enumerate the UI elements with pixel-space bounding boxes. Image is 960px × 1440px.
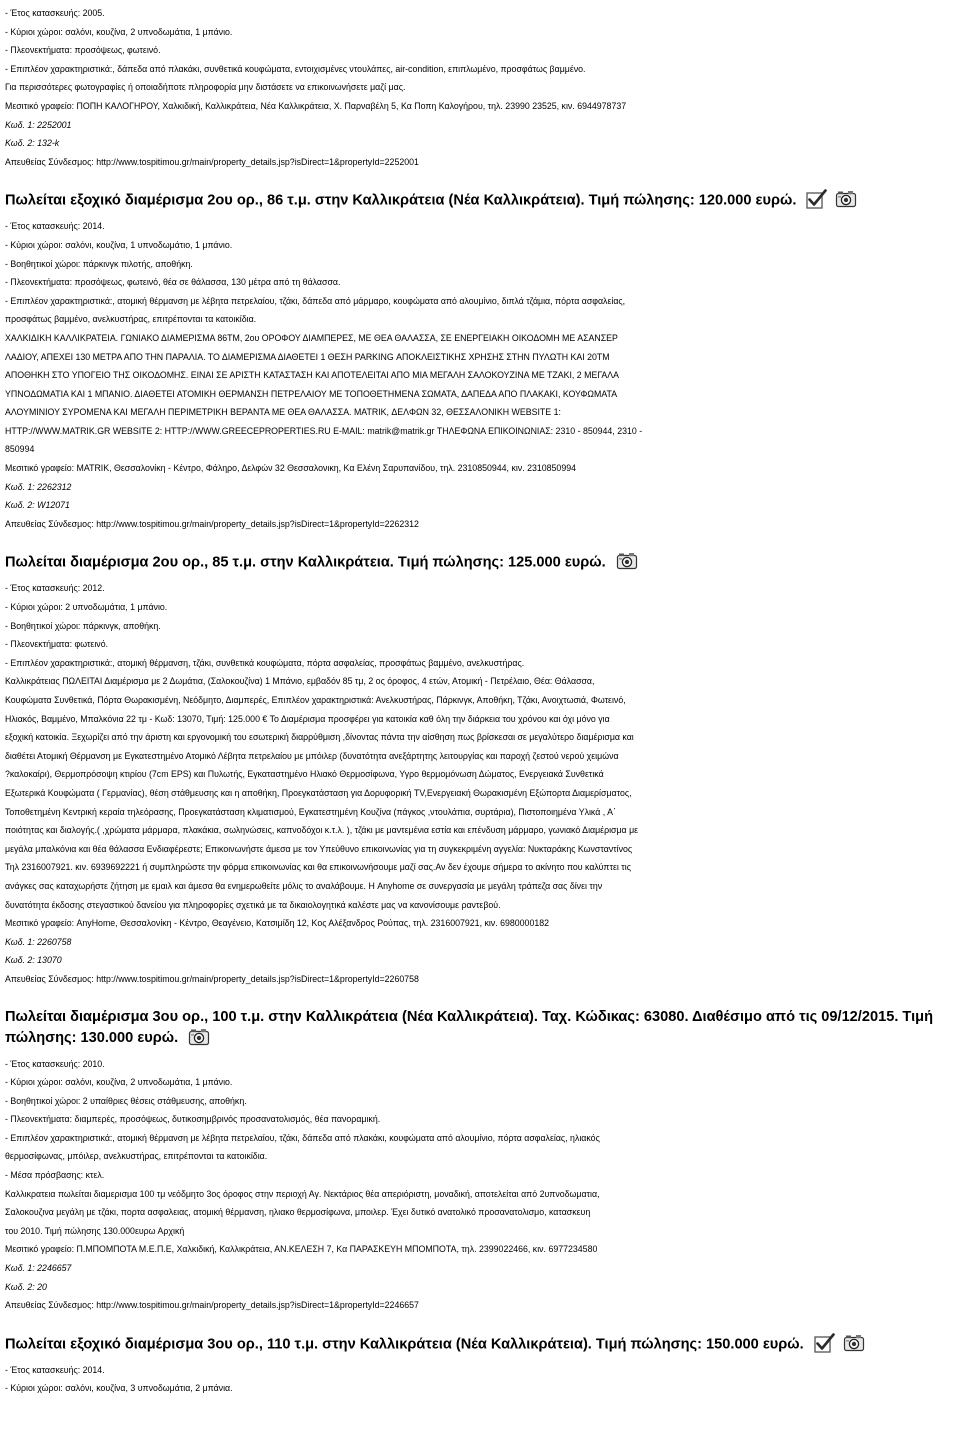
listing-title-text: Πωλείται διαμέρισμα 3ου ορ., 100 τ.μ. στην Καλλικράτεια (Νέα Καλλικράτεια). Ταχ. Κώδικας: 63080. Διαθέσιμο από τις 09/12/2015. Τιμή πώλησης: 130.000 ευρώ.: [5, 1008, 933, 1046]
code-2: Κωδ. 2: 20: [5, 1281, 47, 1292]
code-1: Κωδ. 1: 2246657: [5, 1263, 72, 1274]
code-2: Κωδ. 2: 132-k: [5, 138, 60, 149]
direct-link[interactable]: Απευθείας Σύνδεσμος: http://www.tospitimou.gr/main/property_details.jsp?isDirect=1&propertyId=2262312: [5, 518, 419, 529]
listing-title[interactable]: [5, 1007, 957, 1053]
camera-icon[interactable]: [188, 1027, 210, 1053]
check-icon[interactable]: [806, 189, 828, 216]
text-line: ΑΠΟΘΗΚΗ ΣΤΟ ΥΠΟΓΕΙΟ ΤΗΣ ΟΙΚΟΔΟΜΗΣ. ΕΙΝΑΙ ΣΕ ΑΡΙΣΤΗ ΚΑΤΑΣΤΑΣΗ ΚΑΙ ΑΠΟΤΕΛΕΙΤΑΙ ΑΠΟ ΜΙΑ ΜΕΓΑΛΗ ΣΑΛΟΚΟΥΖΙΝΑ ΜΕ ΤΖΑΚΙ, 2 ΜΕΓΑΛΑ: [5, 370, 619, 381]
text-line: - Επιπλέον χαρακτηριστικά:, δάπεδα από πλακάκι, συνθετικά κουφώματα, εντοιχισμένες ντουλάπες, air-condition, επιπλωμένο, προσφάτως βαμμένο.: [5, 63, 586, 74]
listing-icons: [616, 551, 638, 578]
text-line: Μεσιτικό γραφείο: AnyHome, Θεσσαλονίκη - Κέντρο, Θεαγένειο, Κατσιμίδη 12, Κος Αλέξανδρος Ρούπας, τηλ. 2316007921, κιν. 6980000182: [5, 918, 550, 929]
text-line: Για περισσότερες φωτογραφίες ή οποιαδήποτε πληροφορία μην διστάσετε να επικοινωνήσετε μαζί μας.: [5, 82, 406, 93]
text-line: προσφάτως βαμμένο, ανελκυστήρας, επιτρέπονται τα κατοικίδια.: [5, 314, 257, 325]
listing-title[interactable]: [5, 189, 957, 216]
text-line: - Βοηθητικοί χώροι: 2 υπαίθριες θέσεις στάθμευσης, αποθήκη.: [5, 1095, 247, 1106]
listing-icons: [814, 1333, 865, 1360]
text-line: HTTP://WWW.MATRIK.GR WEBSITE 2: HTTP://WWW.GREECEPROPERTIES.RU E-MAIL: matrik@matrik.gr ΤΗΛΕΦΩΝΑ ΕΠΙΚΟΙΝΩΝΙΑΣ: 2310 - 850944, 2310 -: [5, 425, 643, 436]
text-line: - Κύριοι χώροι: σαλόνι, κουζίνα, 2 υπνοδωμάτια, 1 μπάνιο.: [5, 1077, 233, 1088]
listing-icons: [806, 189, 857, 216]
text-line: - Επιπλέον χαρακτηριστικά:, ατομική θέρμανση με λέβητα πετρελαίου, τζάκι, δάπεδα από μάρμαρο, κουφώματα από αλουμίνιο, διπλά τζάμια, πόρτα ασφαλείας,: [5, 295, 626, 306]
text-line: Μεσιτικό γραφείο: MATRIK, Θεσσαλονίκη - Κέντρο, Φάληρο, Δελφών 32 Θεσσαλονικη, Κα Ελένη Σαρυπανίδου, τηλ. 2310850944, κιν. 2310850994: [5, 463, 577, 474]
text-line: μεγάλα μπαλκόνια και θέα θάλασσα Ενδιαφέρεστε; Επικοινωνήστε άμεσα με τον Υπεύθυνο επικοινωνίας για τη συγκεκριμένη αγγελία: Νυκταράκης Κωνσταντίνος: [5, 843, 633, 854]
text-line: του 2010. Τιμή πώλησης 130.000ευρω Αρχική: [5, 1225, 185, 1236]
listing-title-text: Πωλείται εξοχικό διαμέρισμα 2ου ορ., 86 τ.μ. στην Καλλικράτεια (Νέα Καλλικράτεια). Τιμή πώλησης: 120.000 ευρώ.: [5, 192, 797, 209]
text-line: Κουφώματα Συνθετικά, Πόρτα Θωρακισμένη, Νεόδμητο, Διαμπερές, Επιπλέον χαρακτηριστικά: Ανελκυστήρας, Πάρκινγκ, Αποθήκη, Τζάκι, Ανοιχτωσιά, Φωτεινό,: [5, 695, 626, 705]
text-line: δυνατότητα έκδοσης στεγαστικού δανείου για πληροφορίες σχετικά με τα δικαιολογητικά καλέστε μας να κανονίσουμε ραντεβού.: [5, 899, 501, 910]
code-2: Κωδ. 2: 13070: [5, 955, 62, 966]
text-line: - Έτος κατασκευής: 2005.: [5, 8, 105, 18]
text-line: 850994: [5, 444, 35, 455]
text-line: Καλλικράτειας ΠΩΛΕΙΤΑΙ Διαμέρισμα με 2 Δωμάτια, (Σαλοκουζίνα) 1 Μπάνιο, εμβαδόν 85 τμ, 2 ος όροφος, 4 ετών, Ατομική - Πετρέλαιο, Θέα: Θάλασσα,: [5, 676, 595, 687]
text-line: ΥΠΝΟΔΩΜΑΤΙΑ ΚΑΙ 1 ΜΠΑΝΙΟ. ΔΙΑΘΕΤΕΙ ΑΤΟΜΙΚΗ ΘΕΡΜΑΝΣΗ ΠΕΤΡΕΛΑΙΟΥ ΜΕ ΤΟΠΟΘΕΤΗΜΕΝΑ ΣΩΜΑΤΑ, ΔΑΠΕΔΑ ΑΠΟ ΠΛΑΚΑΚΙ, ΚΟΥΦΩΜΑΤΑ: [5, 388, 618, 399]
text-line: Μεσιτικό γραφείο: ΠΟΠΗ ΚΑΛΟΓΗΡΟΥ, Χαλκιδική, Καλλικράτεια, Νέα Καλλικράτεια, Χ. Παρναβέλη 5, Κα Ποπη Καλογήρου, τηλ. 23990 23525, κιν. 6944978737: [5, 100, 627, 111]
document-page: [5, 4, 957, 1398]
text-line: - Βοηθητικοί χώροι: πάρκινγκ, αποθήκη.: [5, 620, 161, 631]
text-line: - Έτος κατασκευής: 2012.: [5, 583, 105, 594]
text-line: - Πλεονεκτήματα: φωτεινό.: [5, 639, 109, 650]
text-line: εξοχική κατοικία. Ξεχωρίζει από την άριστη και εργονομική του εσωτερική διαρρύθμιση ,δίνοντας πάντα την αίσθηση πως βρίσκεσαι σε μεγαλύτερο διαμέρισμα και: [5, 732, 634, 743]
text-line: - Επιπλέον χαρακτηριστικά:, ατομική θέρμανση με λέβητα πετρελαίου, τζάκι, δάπεδα από πλακάκι, κουφώματα από αλουμίνιο, πόρτα ασφαλείας, ηλιακός: [5, 1132, 600, 1143]
text-line: ΛΑΔΙΟΥ, ΑΠΕΧΕΙ 130 ΜΕΤΡΑ ΑΠΟ ΤΗΝ ΠΑΡΑΛΙΑ. ΤΟ ΔΙΑΜΕΡΙΣΜΑ ΔΙΑΘΕΤΕΙ 1 ΘΕΣΗ PARKING ΑΠΟΚΛΕΙΣΤΙΚΗΣ ΧΡΗΣΗΣ ΣΤΗΝ ΠΥΛΩΤΗ ΚΑΙ 20ΤΜ: [5, 351, 610, 362]
text-line: Ηλιακός, Βαμμένο, Μπαλκόνια 22 τμ - Κωδ: 13070, Τιμή: 125.000 € Το Διαμέρισμα προσφέρει για κατοικία καθ όλη την διάρκεια του χρόνου και όχι μόνο για: [5, 713, 610, 724]
text-line: - Μέσα πρόσβασης: κτελ.: [5, 1170, 105, 1181]
listing: [5, 1007, 957, 1315]
text-line: - Πλεονεκτήματα: προσόψεως, φωτεινό, θέα σε θάλασσα, 130 μέτρα από τη θάλασσα.: [5, 277, 341, 288]
text-line: - Έτος κατασκευής: 2014.: [5, 1364, 105, 1375]
text-line: Σαλοκουζινα μεγάλη με τζάκι, πορτα ασφαλειας, ατομική θέρμανση, ηλιακο θερμοσίφωνα, μποιλερ. Έχει δυτικό ανατολικό προσανατολισμο, κατασκευη: [5, 1207, 591, 1218]
listing: [5, 1333, 957, 1398]
text-line: διαθέτει Ατομική Θέρμανση με Εγκατεστημένο Ατομικό Λέβητα πετρελαίου με μπόιλερ (δυνατότητα ανεξάρτητης λειτουργίας και παροχή ζεστού νερού χειμώνα: [5, 750, 619, 761]
text-line: - Πλεονεκτήματα: προσόψεως, φωτεινό.: [5, 45, 161, 56]
text-line: Μεσιτικό γραφείο: Π.ΜΠΟΜΠΟΤΑ Μ.Ε.Π.Ε, Χαλκιδική, Καλλικράτεια, ΑΝ.ΚΕΛΕΣΗ 7, Κα ΠΑΡΑΣΚΕΥΗ ΜΠΟΜΠΟΤΑ, τηλ. 2399022466, κιν. 6977234580: [5, 1244, 598, 1255]
camera-icon[interactable]: [616, 551, 638, 578]
listing-title[interactable]: [5, 551, 957, 578]
direct-link[interactable]: Απευθείας Σύνδεσμος: http://www.tospitimou.gr/main/property_details.jsp?isDirect=1&propertyId=2260758: [5, 973, 419, 984]
listing-title-text: Πωλείται εξοχικό διαμέρισμα 3ου ορ., 110 τ.μ. στην Καλλικράτεια (Νέα Καλλικράτεια). Τιμή πώλησης: 150.000 ευρώ.: [5, 1336, 804, 1353]
code-1: Κωδ. 1: 2252001: [5, 119, 72, 130]
text-line: ΑΛΟΥΜΙΝΙΟΥ ΣΥΡΟΜΕΝΑ ΚΑΙ ΜΕΓΑΛΗ ΠΕΡΙΜΕΤΡΙΚΗ ΒΕΡΑΝΤΑ ΜΕ ΘΕΑ ΘΑΛΑΣΣΑ. MATRIK, ΔΕΛΦΩΝ 32, ΘΕΣΣΑΛΟΝΙΚΗ WEBSITE 1:: [5, 407, 561, 418]
listing-tail: [5, 4, 957, 171]
listing-title[interactable]: [5, 1333, 957, 1360]
text-line: - Επιπλέον χαρακτηριστικά:, ατομική θέρμανση, τζάκι, συνθετικά κουφώματα, πόρτα ασφαλείας, προσφάτως βαμμένο, ανελκυστήρας.: [5, 657, 525, 668]
code-1: Κωδ. 1: 2260758: [5, 936, 72, 947]
text-line: - Κύριοι χώροι: σαλόνι, κουζίνα, 2 υπνοδωμάτια, 1 μπάνιο.: [5, 26, 233, 37]
text-line: - Έτος κατασκευής: 2010.: [5, 1058, 105, 1069]
listing: [5, 551, 957, 988]
text-line: - Βοηθητικοί χώροι: πάρκινγκ πιλοτής, αποθήκη.: [5, 258, 193, 269]
text-line: - Έτος κατασκευής: 2014.: [5, 221, 105, 232]
listing: [5, 189, 957, 533]
camera-icon[interactable]: [843, 1333, 865, 1360]
text-line: Καλλικρατεια πωλείται διαμερισμα 100 τμ νεόδμητο 3ος όροφος στην περιοχή Αγ. Νεκτάριος θέα απεριόριστη, μοναδική, αποτελείται από 2υπνοδωματια,: [5, 1188, 600, 1199]
text-line: ανάγκες σας καταχωρήστε ζήτηση με εμαιλ και άμεσα θα ενημερωθείτε μόλις το αναλάβουμε. Η Anyhome σε συνεργασία με μεγάλη τράπεζα σας δίνει την: [5, 880, 603, 891]
camera-icon[interactable]: [835, 189, 857, 216]
code-1: Κωδ. 1: 2262312: [5, 481, 72, 492]
text-line: Τοποθετημένη Κεντρική κεραία τηλεόρασης, Προεγκατάσταση κλιματισμού, Εγκατεστημένη Κουζίνα (πάγκος ,ντουλάπια, συρτάρια), Πιστοποιημένα Υλικά , Α΄: [5, 806, 616, 817]
direct-link[interactable]: Απευθείας Σύνδεσμος: http://www.tospitimou.gr/main/property_details.jsp?isDirect=1&propertyId=2246657: [5, 1300, 419, 1311]
code-2: Κωδ. 2: W12071: [5, 500, 70, 511]
text-line: Εξωτερικά Κουφώματα ( Γερμανίας), θέση στάθμευσης και η αποθήκη, Προεγκατάσταση για Δορυφορική TV,Ενεργειακή Θωρακισμένη Εξώπορτα Διαμερίσματος,: [5, 787, 632, 798]
check-icon[interactable]: [814, 1333, 836, 1360]
text-line: Τηλ 2316007921. κιν. 6939692221 ή συμπληρώστε την φόρμα επικοινωνίας και θα επικοινωνήσουμε μαζί σας.Αν δεν έχουμε σήμερα το ακίνητο που καλύπτει τις: [5, 862, 631, 873]
direct-link[interactable]: Απευθείας Σύνδεσμος: http://www.tospitimou.gr/main/property_details.jsp?isDirect=1&propertyId=2252001: [5, 156, 419, 167]
text-line: θερμοσίφωνας, μπόιλερ, ανελκυστήρας, επιτρέπονται τα κατοικίδια.: [5, 1151, 268, 1162]
listing-icons: [188, 1027, 210, 1053]
text-line: - Πλεονεκτήματα: διαμπερές, προσόψεως, δυτικοσημβρινός προσανατολισμός, θέα πανοραμική.: [5, 1114, 381, 1125]
text-line: ΧΑΛΚΙΔΙΚΗ ΚΑΛΛΙΚΡΑΤΕΙΑ. ΓΩΝΙΑΚΟ ΔΙΑΜΕΡΙΣΜΑ 86ΤΜ, 2ου ΟΡΟΦΟΥ ΔΙΑΜΠΕΡΕΣ, ΜΕ ΘΕΑ ΘΑΛΑΣΣΑ, ΣΕ ΕΝΕΡΓΕΙΑΚΗ ΟΙΚΟΔΟΜΗ ΜΕ ΑΣΑΝΣΕΡ: [5, 332, 618, 343]
text-line: ?καλοκαίρι), Θερμοπρόσοψη κτιρίου (7cm EPS) και Πυλωτής, Εγκαταστημένο Ηλιακό Θερμοσίφωνα, Υγρο θερμομόνωση Δώματος, Ενεργειακά Συνθετικά: [5, 769, 604, 780]
text-line: ποιότητας και διαλογής.( ,χρώματα μάρμαρα, πλακάκια, σωληνώσεις, καπνοδόχοι κ.τ.λ. ), τζάκι με μαντεμένια εστία και επένδυση μάρμαρο, γωνιακό Διαμέρισμα με: [5, 825, 639, 836]
text-line: - Κύριοι χώροι: σαλόνι, κουζίνα, 3 υπνοδωμάτια, 2 μπάνια.: [5, 1383, 233, 1394]
text-line: - Κύριοι χώροι: σαλόνι, κουζίνα, 1 υπνοδωμάτιο, 1 μπάνιο.: [5, 239, 233, 250]
listing-title-text: Πωλείται διαμέρισμα 2ου ορ., 85 τ.μ. στην Καλλικράτεια. Τιμή πώλησης: 125.000 ευρώ.: [5, 554, 606, 571]
text-line: - Κύριοι χώροι: 2 υπνοδωμάτια, 1 μπάνιο.: [5, 602, 168, 613]
